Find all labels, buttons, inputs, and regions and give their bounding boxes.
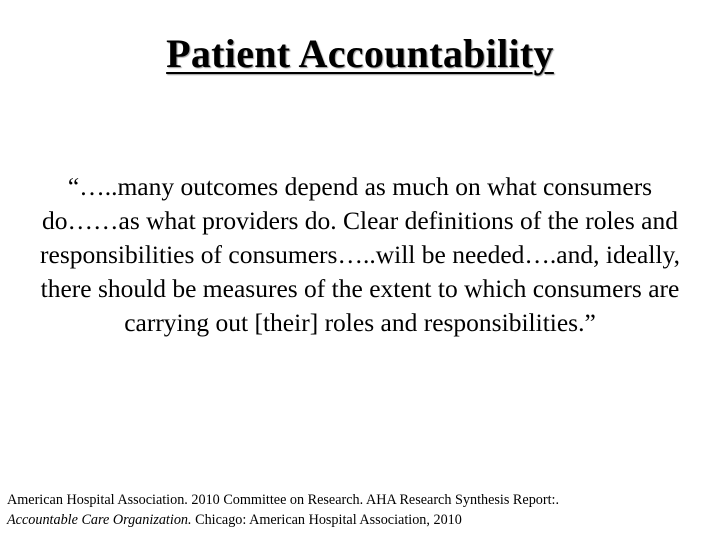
citation-publisher: Chicago: American Hospital Association, 2010 xyxy=(191,512,462,528)
quote-line: do……as what providers do. Clear definitions of the roles and xyxy=(42,206,678,235)
quote-line: “…..many outcomes depend as much on what consumers xyxy=(67,172,653,201)
citation-line-2 xyxy=(7,510,713,530)
quote-line: there should be measures of the extent to which consumers are xyxy=(40,274,680,303)
slide-title: Patient Accountability xyxy=(166,31,554,76)
citation-report-title: Accountable Care Organization. xyxy=(7,512,192,528)
quote-line: responsibilities of consumers…..will be needed….and, ideally, xyxy=(40,240,680,269)
quote-line: carrying out [their] roles and responsibilities.” xyxy=(124,308,596,337)
citation xyxy=(7,490,713,530)
quote-block xyxy=(6,170,714,340)
citation-line-1: American Hospital Association. 2010 Committee on Research. AHA Research Synthesis Report:. xyxy=(7,492,560,508)
